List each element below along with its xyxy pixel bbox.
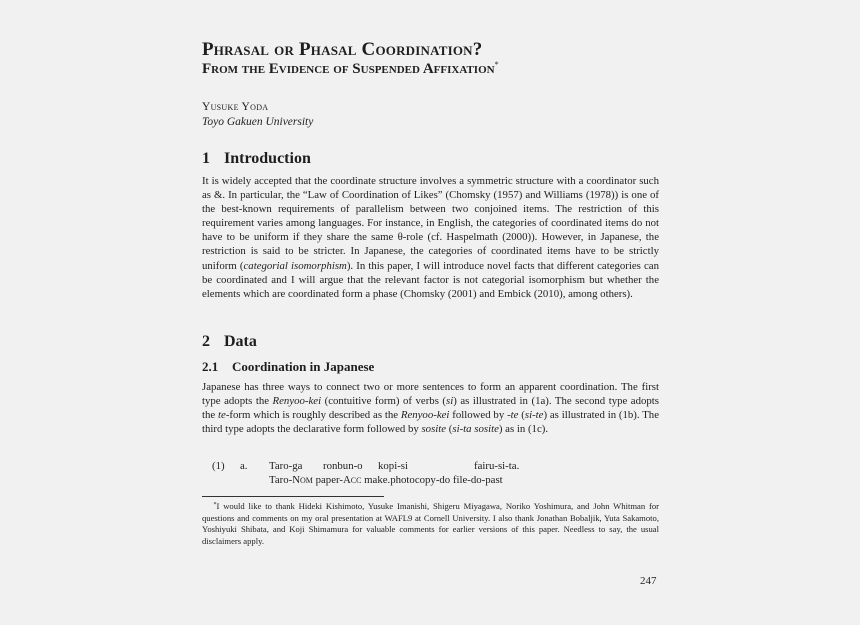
coord-emphasis: Renyoo-kei <box>400 409 450 422</box>
example-gloss-line <box>269 473 503 487</box>
section-heading-introduction <box>202 150 311 168</box>
footnote-divider <box>202 496 384 497</box>
page-number: 247 <box>640 575 657 587</box>
coord-emphasis: -te <box>507 409 519 422</box>
example-word: kopi-si <box>378 460 408 472</box>
gloss-part: make.photocopy-do file-do-past <box>361 474 503 486</box>
section-number: 1 <box>202 150 210 167</box>
title-line-1: Phrasal or Phasal Coordination? <box>202 39 483 60</box>
footnote-mark: * <box>213 502 217 508</box>
intro-text-b: ). In this paper, I will introduce novel facts that different categories can be coordinated and I will argue that the relevant factor is not categorial isomorphism but whether the elements which are coordinated form a phase (Chomsky (2001) and Embick (2010), among others). <box>202 259 659 300</box>
coord-text: (contuitive form) of verbs ( <box>321 395 447 408</box>
example-letter: a. <box>240 460 248 472</box>
coord-emphasis: si-te <box>524 409 544 422</box>
intro-text-a: It is widely accepted that the coordinate structure involves a symmetric structure with a coordinator such as &. In particular, the “Law of Coordination of Likes” (Chomsky (1957) and Williams (1978)) is one of the best-known requirements of parallelism between two conjoined items. The restriction of this requirement varies among languages. For instance, in English, the categories of coordinated items do not have to be uniform if they share the same θ-role (cf. Haspelmath (2000)). However, in Japanese, the restriction is said to be stricter. In Japanese, the categories of coordinated items have to be strictly uniform ( <box>202 175 659 272</box>
coord-text: ) as illustrated in (1b). The third type adopts the declarative form followed by <box>202 409 659 436</box>
subsection-heading-coordination <box>202 359 374 374</box>
coord-text: ( <box>446 423 453 436</box>
coordination-paragraph <box>202 380 659 436</box>
intro-emphasis: categorial isomorphism <box>243 259 347 272</box>
coord-text: followed by <box>449 409 508 422</box>
coord-emphasis: Renyoo-kei <box>272 395 322 408</box>
paper-title <box>202 40 842 77</box>
gloss-part: Taro-N <box>269 474 301 486</box>
section-heading-data <box>202 333 257 351</box>
coord-emphasis: si-ta sosite <box>452 423 499 436</box>
coord-emphasis: si <box>446 395 454 408</box>
coord-emphasis: sosite <box>421 423 447 436</box>
introduction-paragraph <box>202 174 659 301</box>
coord-emphasis: te <box>218 409 226 422</box>
gloss-part: paper-A <box>312 474 351 486</box>
author-block <box>202 100 313 130</box>
coord-text: ) as in (1c). <box>498 423 549 436</box>
title-line-2-text: From the Evidence of Suspended Affixation <box>202 61 495 77</box>
gloss-smallcaps: om <box>300 474 313 486</box>
coord-text: ( <box>518 409 525 422</box>
title-footnote-mark: * <box>494 60 499 69</box>
subsection-number: 2.1 <box>202 359 219 374</box>
coord-text: Japanese has three ways to connect two or more sentences to form an apparent coordination. The first type adopts the <box>202 381 659 408</box>
example-word: ronbun-o <box>323 460 363 472</box>
example-word: Taro-ga <box>269 460 303 472</box>
author-name: Yusuke Yoda <box>202 101 269 113</box>
title-line-2 <box>202 61 842 77</box>
footnote-text: I would like to thank Hideki Kishimoto, Yusuke Imanishi, Shigeru Miyagawa, Noriko Yoshimura, and John Whitman for questions and comments on my oral presentation at WAFL9 at Cornell University. I also thank Jonathan Bobaljik, Yuta Sakamoto, Yoshiyuki Shibata, and Koji Shimamura for valuable comments for earlier versions of this paper. Needless to say, the usual disclaimers apply. <box>202 501 659 546</box>
gloss-smallcaps: cc <box>350 474 362 486</box>
author-affiliation: Toyo Gakuen University <box>202 116 314 128</box>
section-title: Introduction <box>224 150 311 167</box>
coord-text: -form which is roughly described as the <box>225 409 401 422</box>
example-word: fairu-si-ta. <box>474 460 520 472</box>
subsection-title: Coordination in Japanese <box>232 359 375 374</box>
section-number: 2 <box>202 333 210 350</box>
coord-text: ) as illustrated in (1a). The second type adopts the <box>202 395 659 422</box>
example-number: (1) <box>212 460 225 472</box>
footnote <box>202 500 659 547</box>
section-title: Data <box>224 333 257 350</box>
